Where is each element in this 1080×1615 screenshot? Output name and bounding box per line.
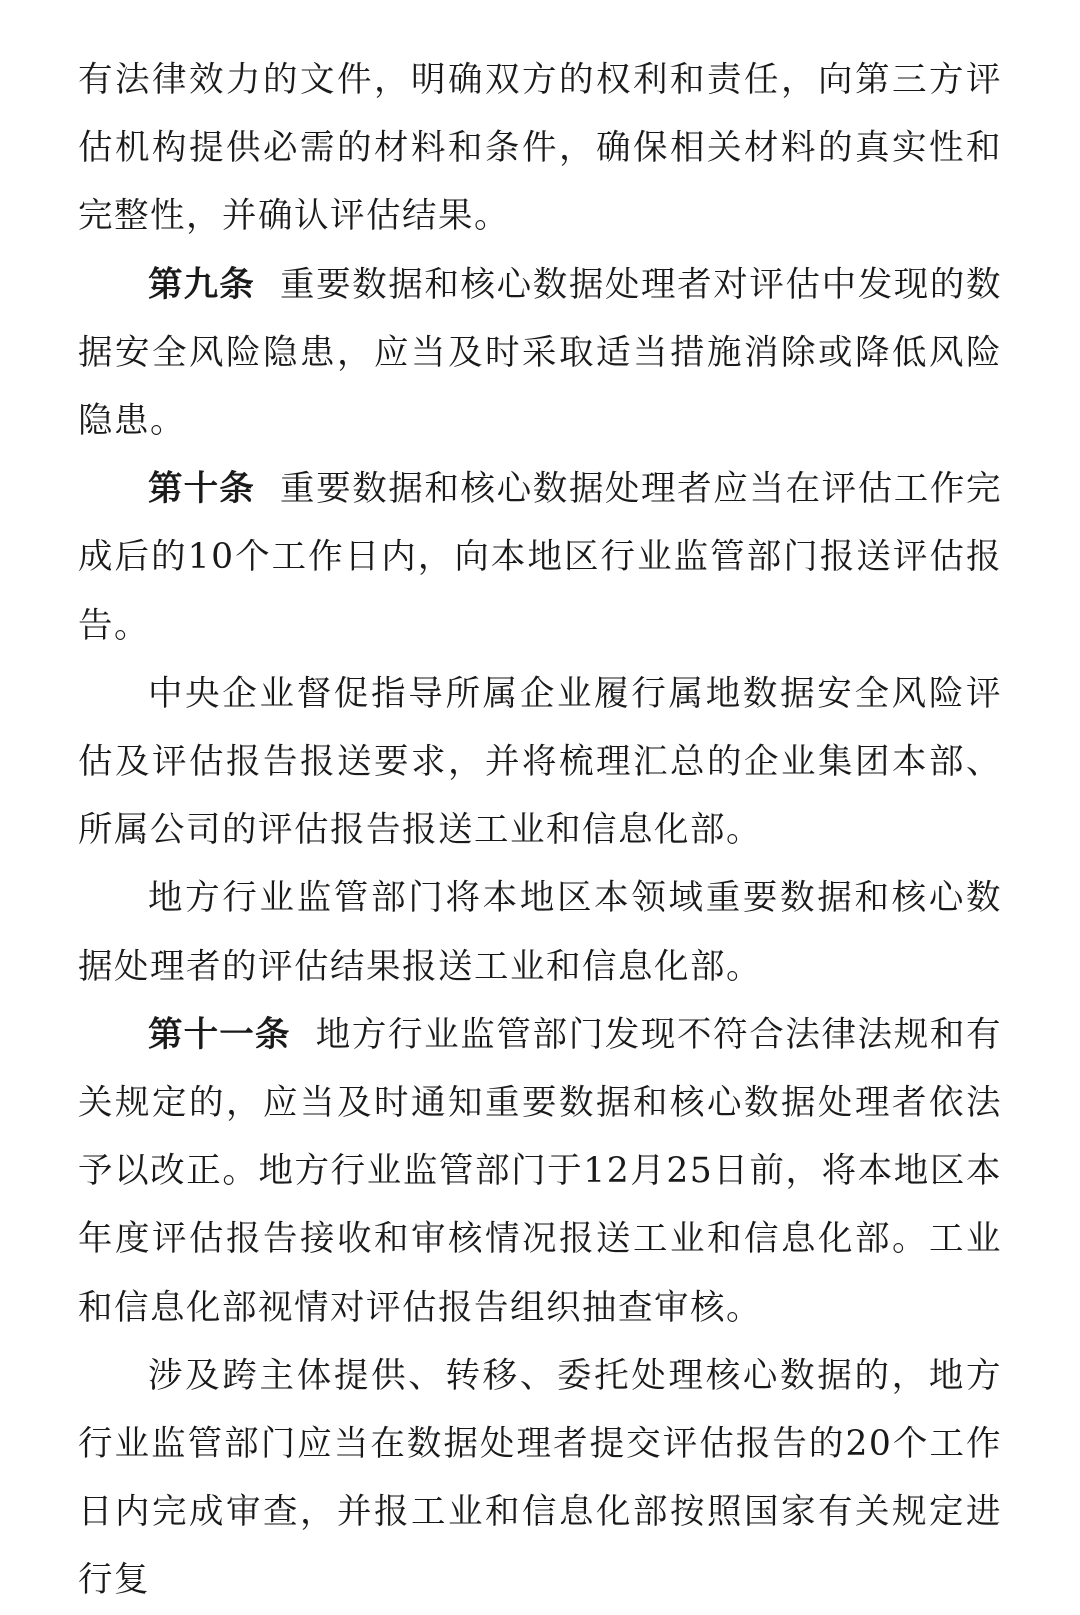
paragraph-text: 重要数据和核心数据处理者应当在评估工作完成后的10个工作日内，向本地区行业监管部门报送评估报告。	[78, 469, 1003, 646]
paragraph-text: 涉及跨主体提供、转移、委托处理核心数据的，地方行业监管部门应当在数据处理者提交评估报告的20个工作日内完成审查，并报工业和信息化部按照国家有关规定进行复	[78, 1355, 1002, 1601]
article-10	[78, 455, 1002, 660]
paragraph-text: 地方行业监管部门将本地区本领域重要数据和核心数据处理者的评估结果报送工业和信息化部。	[78, 878, 1002, 987]
paragraph-local-regulators	[78, 864, 1002, 1000]
paragraph-text: 重要数据和核心数据处理者对评估中发现的数据安全风险隐患，应当及时采取适当措施消除或降低风险隐患。	[78, 264, 1003, 442]
paragraph-cross-entity	[78, 1342, 1002, 1615]
paragraph-central-enterprises	[78, 660, 1002, 865]
document-page	[78, 46, 1002, 1615]
article-11	[78, 1001, 1002, 1342]
article-heading: 第十一条	[148, 1014, 291, 1055]
article-heading: 第九条	[148, 264, 255, 305]
paragraph-text: 有法律效力的文件，明确双方的权利和责任，向第三方评估机构提供必需的材料和条件，确保相关材料的真实性和完整性，并确认评估结果。	[78, 60, 1002, 237]
paragraph-continuation	[78, 46, 1002, 251]
article-9	[78, 251, 1002, 456]
article-heading: 第十条	[148, 469, 255, 510]
paragraph-text: 中央企业督促指导所属企业履行属地数据安全风险评估及评估报告报送要求，并将梳理汇总的企业集团本部、所属公司的评估报告报送工业和信息化部。	[78, 673, 1002, 851]
paragraph-text: 地方行业监管部门发现不符合法律法规和有关规定的，应当及时通知重要数据和核心数据处理者依法予以改正。地方行业监管部门于12月25日前，将本地区本年度评估报告接收和审核情况报送工业和信息化部。工业和信息化部视情对评估报告组织抽查审核。	[78, 1014, 1003, 1328]
